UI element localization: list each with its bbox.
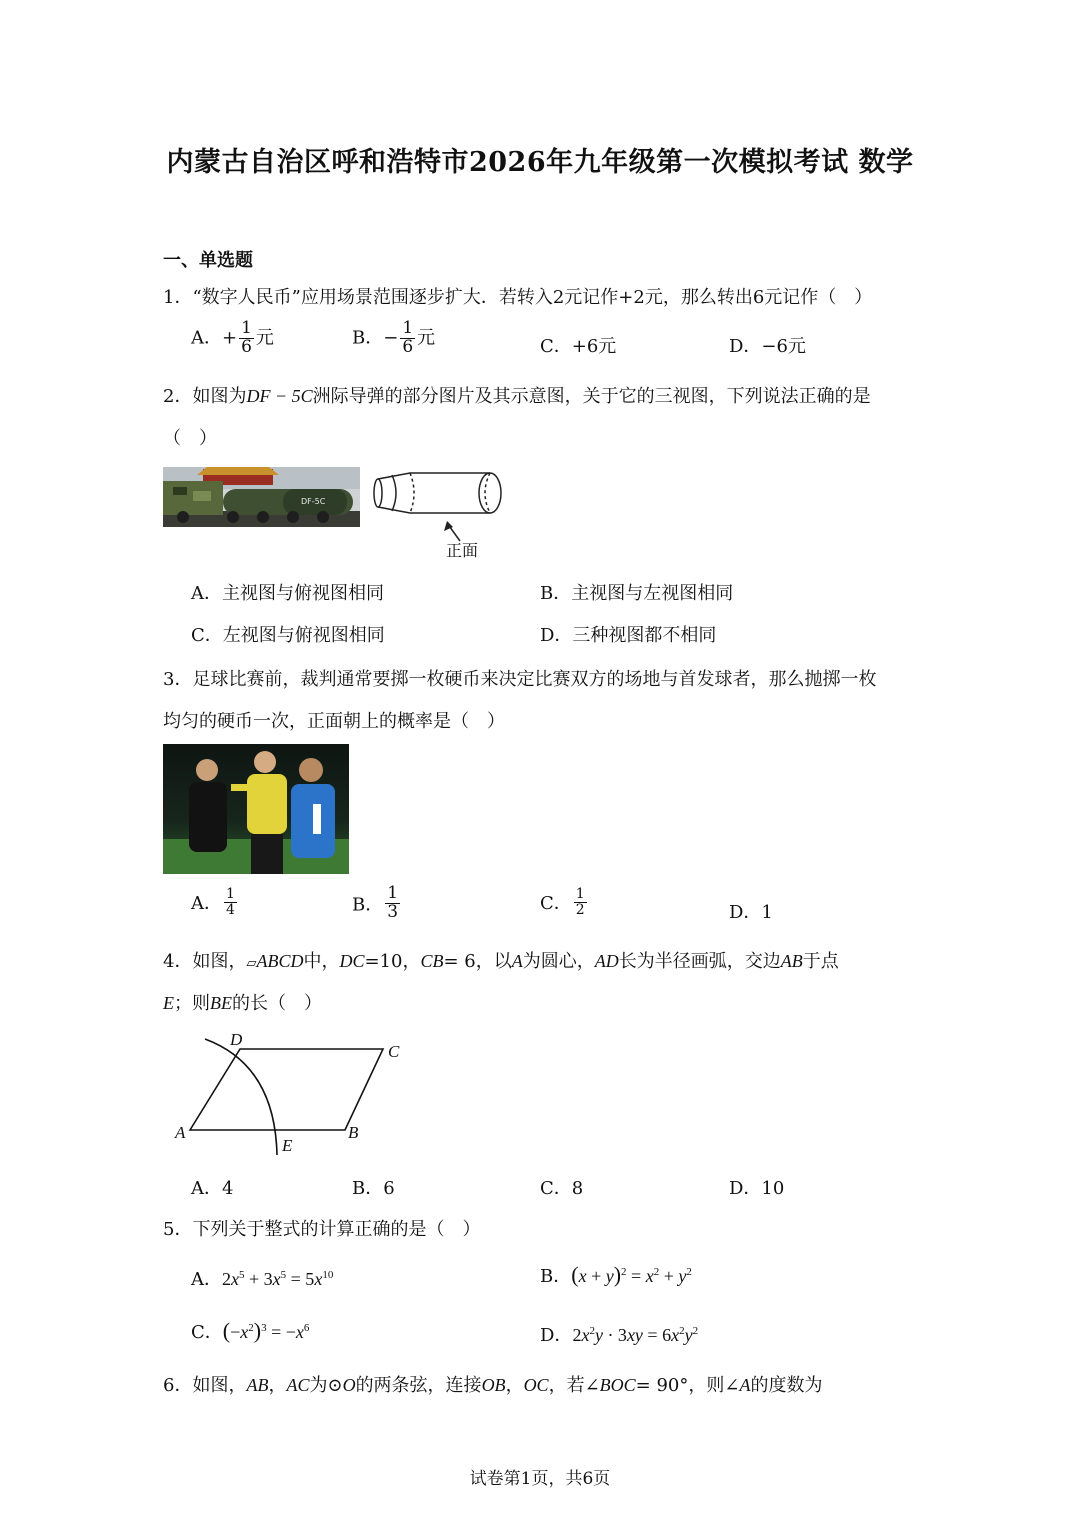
q5-d-label: D． xyxy=(540,1325,573,1346)
q5-option-d[interactable] xyxy=(540,1321,698,1347)
q6-sep: ， xyxy=(268,1375,287,1396)
q3-option-c[interactable] xyxy=(540,887,589,917)
q4-cb: CB xyxy=(420,951,444,971)
q5-a-expr: $2x^5 + 3x^5 = 5x^{10}$ xyxy=(222,1269,334,1289)
label-a: A xyxy=(175,1123,186,1142)
q4-dc: DC xyxy=(339,951,365,971)
q4-mid1: 中， xyxy=(303,951,340,972)
q1-option-d[interactable]: D．−6元 xyxy=(729,336,806,357)
q6-a: A xyxy=(739,1375,751,1395)
missile-diagram xyxy=(370,465,510,560)
page-footer: 试卷第1页，共6页 xyxy=(469,1469,611,1489)
q1-a-fraction xyxy=(239,320,254,357)
q6-ob: OB xyxy=(481,1375,506,1395)
q1-a-label: A． xyxy=(191,327,222,349)
parallelogram-figure xyxy=(165,1025,425,1160)
q3-option-d[interactable]: D．1 xyxy=(729,902,773,923)
q6-pre: 6．如图， xyxy=(163,1375,247,1396)
q2-stem-line2: （ ） xyxy=(163,428,217,449)
q6-ab: AB xyxy=(246,1375,269,1395)
q5-option-a[interactable] xyxy=(191,1265,333,1291)
q4-mid2: 为圆心， xyxy=(522,951,595,972)
q5-stem: 5．下列关于整式的计算正确的是（ ） xyxy=(163,1219,481,1240)
q3-option-b[interactable] xyxy=(352,885,402,922)
q6-mid1: 为⊙ xyxy=(309,1375,343,1396)
q5-option-b[interactable] xyxy=(540,1262,692,1288)
q5-d-expr: $2x^2y \cdot 3xy = 6x^2y^2$ xyxy=(572,1325,699,1345)
q1-a-num: 1 xyxy=(241,318,252,338)
referee-photo xyxy=(163,744,349,874)
q4-option-d[interactable]: D．10 xyxy=(729,1178,785,1199)
q2-stem-post: 洲际导弹的部分图片及其示意图，关于它的三视图，下列说法正确的是 xyxy=(312,386,871,407)
q4-pre: 4．如图， xyxy=(163,951,247,972)
label-b: B xyxy=(348,1123,359,1142)
q6-sep2: ， xyxy=(505,1375,524,1396)
section-heading: 一、单选题 xyxy=(163,250,253,271)
q2-stem-pre: 2．如图为 xyxy=(163,386,247,407)
q6-mid3: ，若∠ xyxy=(548,1375,600,1396)
q1-option-c[interactable]: C．+6元 xyxy=(540,336,617,357)
q4-option-b[interactable]: B．6 xyxy=(352,1178,395,1199)
q3-a-den: 4 xyxy=(226,901,235,918)
q3-c-label: C． xyxy=(540,893,572,915)
q1-option-a[interactable] xyxy=(191,320,274,357)
q5-c-label: C． xyxy=(191,1322,223,1343)
missile-photo xyxy=(163,467,360,527)
q5-b-expr: $(x + y)^2 = x^2 + y^2$ xyxy=(571,1262,692,1287)
q4-mid3: 长为半径画弧，交边 xyxy=(618,951,781,972)
q2-option-d[interactable]: D．三种视图都不相同 xyxy=(540,625,717,646)
q6-mid2: 的两条弦，连接 xyxy=(355,1375,482,1396)
q1-b-num: 1 xyxy=(402,318,414,338)
q4-abcd: ABCD xyxy=(256,951,304,971)
q5-b-label: B． xyxy=(540,1266,572,1287)
q4-e-point: E xyxy=(163,993,174,1013)
q3-stem-line1: 3．足球比赛前，裁判通常要掷一枚硬币来决定比赛双方的场地与首发球者，那么抛掷一枚 xyxy=(163,669,877,690)
q1-option-b[interactable] xyxy=(352,320,435,357)
q4-option-c[interactable]: C．8 xyxy=(540,1178,584,1199)
q2-stem-math: DF − 5C xyxy=(246,386,313,406)
exam-title: 内蒙古自治区呼和浩特市2026年九年级第一次模拟考试 数学 xyxy=(166,147,914,178)
q4-cb-val: = 6，以 xyxy=(443,951,512,972)
q3-stem-line2: 均匀的硬币一次，正面朝上的概率是（ ） xyxy=(163,711,505,732)
q3-c-den: 2 xyxy=(575,901,585,918)
q3-a-fraction xyxy=(224,887,237,917)
q4-dc-val: =10， xyxy=(364,951,421,972)
q6-stem xyxy=(163,1371,822,1397)
q4-stem-line1 xyxy=(163,947,839,973)
q1-b-label: B． xyxy=(352,327,384,349)
label-c: C xyxy=(388,1042,400,1061)
q1-b-sign: − xyxy=(383,327,399,349)
q5-option-c[interactable] xyxy=(191,1318,309,1344)
q6-oc: OC xyxy=(523,1375,549,1395)
parallelogram-symbol: ▱ xyxy=(246,956,257,971)
q3-option-a[interactable] xyxy=(191,887,239,917)
q4-ab: AB xyxy=(780,951,803,971)
q2-option-a[interactable]: A．主视图与俯视图相同 xyxy=(191,583,384,604)
q4-option-a[interactable]: A．4 xyxy=(191,1178,234,1199)
label-e: E xyxy=(282,1136,293,1155)
q4-line1-end: 于点 xyxy=(802,951,839,972)
q3-b-label: B． xyxy=(352,894,384,916)
q3-c-num: 1 xyxy=(575,886,585,902)
q1-a-den: 6 xyxy=(241,336,252,357)
q2-option-b[interactable]: B．主视图与左视图相同 xyxy=(540,583,734,604)
q2-option-c[interactable]: C．左视图与俯视图相同 xyxy=(191,625,385,646)
q6-boc: BOC xyxy=(599,1375,636,1395)
q3-c-fraction xyxy=(574,887,587,917)
q4-be: BE xyxy=(210,993,232,1013)
q1-b-fraction xyxy=(400,320,415,357)
q4-line2-end: 的长（ ） xyxy=(232,993,322,1014)
front-label: 正面 xyxy=(446,541,479,560)
missile-label: DF-5C xyxy=(301,497,326,506)
q5-c-expr: $(-x^2)^3 = -x^6$ xyxy=(222,1318,310,1343)
q4-a-point: A xyxy=(511,951,523,971)
q5-a-label: A． xyxy=(191,1269,222,1290)
label-d: D xyxy=(230,1030,243,1049)
q4-line2-mid: ；则 xyxy=(174,993,210,1014)
q6-mid4: = 90°，则∠ xyxy=(635,1375,740,1396)
q1-b-unit: 元 xyxy=(417,327,436,349)
q4-ad: AD xyxy=(594,951,619,971)
q1-a-sign: + xyxy=(222,327,238,349)
q4-stem-line2 xyxy=(163,989,322,1015)
q1-b-den: 6 xyxy=(402,336,414,357)
q1-a-unit: 元 xyxy=(255,327,274,349)
q3-a-num: 1 xyxy=(226,886,235,902)
q2-stem xyxy=(163,382,871,408)
q6-end: 的度数为 xyxy=(750,1375,823,1396)
q3-b-den: 3 xyxy=(387,901,399,922)
q6-ac: AC xyxy=(286,1375,310,1395)
q6-o: O xyxy=(342,1375,356,1395)
q3-a-label: A． xyxy=(191,893,222,915)
q3-b-num: 1 xyxy=(387,883,399,903)
q3-b-fraction xyxy=(385,885,400,922)
q1-stem: 1．“数字人民币”应用场景范围逐步扩大．若转入2元记作+2元，那么转出6元记作（ ） xyxy=(163,287,873,308)
